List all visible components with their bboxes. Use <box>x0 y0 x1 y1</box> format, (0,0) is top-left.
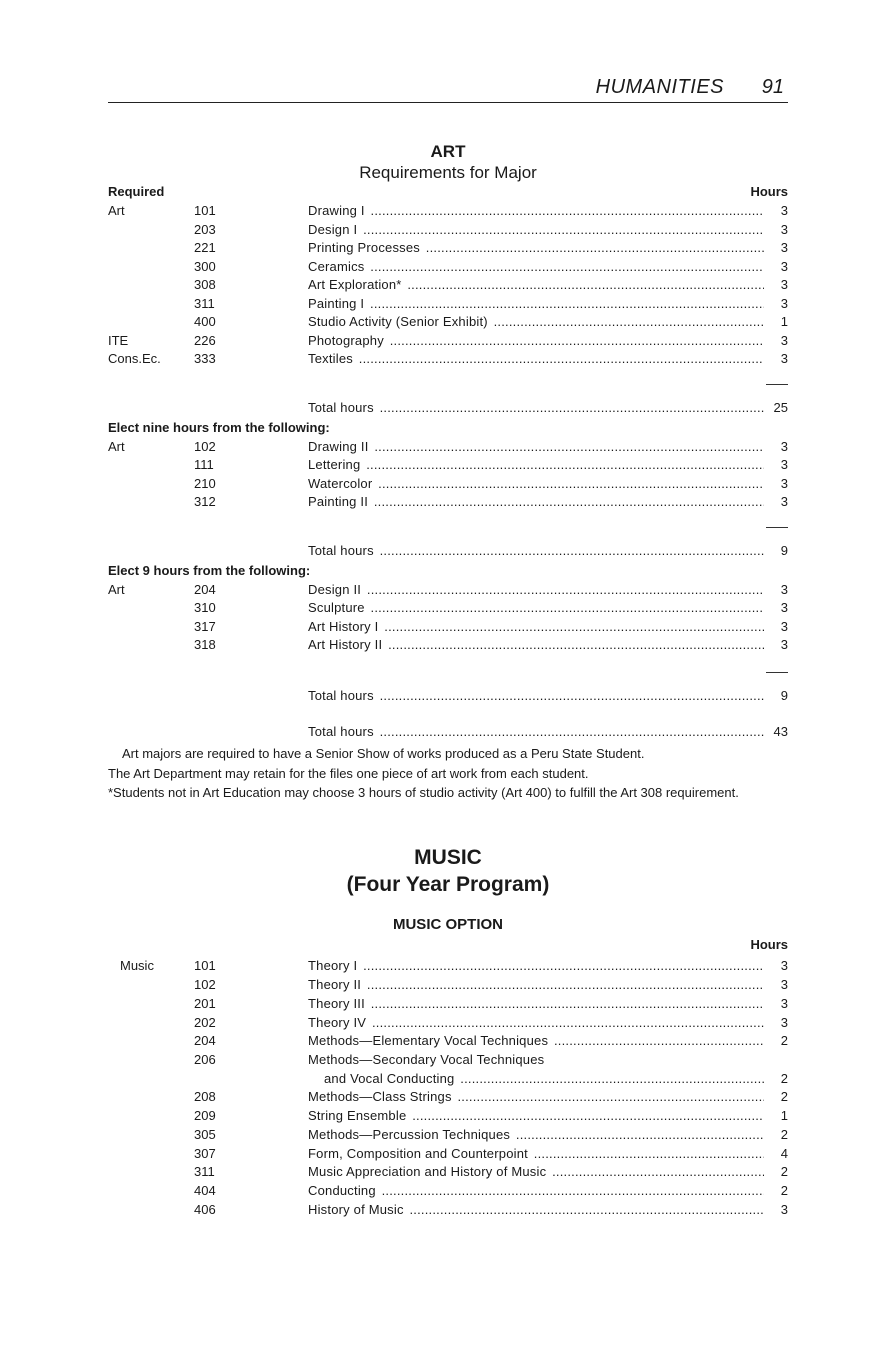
music-hours-label: Hours <box>750 937 788 952</box>
table-row: Music 101 Theory I ..... 3 <box>108 958 788 976</box>
section-title: HUMANITIES <box>595 76 724 98</box>
total-rule <box>766 384 788 385</box>
table-row: 300 Ceramics ..... 3 <box>108 259 788 277</box>
table-row: Art 101 Drawing I ..... 3 <box>108 203 788 221</box>
art-title: ART <box>430 142 466 161</box>
table-row-continuation: and Vocal Conducting ..... 2 <box>108 1071 788 1089</box>
table-row: 406 History of Music ..... 3 <box>108 1202 788 1220</box>
music-subtitle: (Four Year Program) <box>346 873 550 896</box>
hours-label: Hours <box>750 184 788 199</box>
table-row: 311 Music Appreciation and History of Music ..... 2 <box>108 1164 788 1182</box>
table-row: 206 Methods—Secondary Vocal Techniques <box>194 1052 545 1067</box>
table-row: Art 102 Drawing II ..... 3 <box>108 439 788 457</box>
page-number: 91 <box>761 76 784 98</box>
table-row: 308 Art Exploration* ..... 3 <box>108 277 788 295</box>
table-row: 111 Lettering ..... 3 <box>108 457 788 475</box>
table-row: Art 204 Design II ..... 3 <box>108 582 788 600</box>
table-row: 311 Painting I ..... 3 <box>108 296 788 314</box>
table-row: 310 Sculpture ..... 3 <box>108 600 788 618</box>
table-row: 318 Art History II ..... 3 <box>108 637 788 655</box>
table-row: 307 Form, Composition and Counterpoint ..... 4 <box>108 1146 788 1164</box>
table-row: 208 Methods—Class Strings ..... 2 <box>108 1089 788 1107</box>
page-header <box>108 72 788 103</box>
table-row: Cons.Ec. 333 Textiles ..... 3 <box>108 351 788 369</box>
note-studio-activity: *Students not in Art Education may choose 3 hours of studio activity (Art 400) to fulfill the Art 308 requirement. <box>108 785 739 800</box>
grand-total-row: Total hours ..... 43 <box>108 724 788 742</box>
table-row: 221 Printing Processes ..... 3 <box>108 240 788 258</box>
total-rule <box>766 672 788 673</box>
table-row: 203 Design I ..... 3 <box>108 222 788 240</box>
total-row: Total hours ..... 9 <box>108 688 788 706</box>
note-senior-show: Art majors are required to have a Senior Show of works produced as a Peru State Student. <box>122 746 645 761</box>
music-title: MUSIC <box>414 846 482 869</box>
total-row: Total hours ..... 9 <box>108 543 788 561</box>
table-row: 102 Theory II ..... 3 <box>108 977 788 995</box>
table-row: 312 Painting II ..... 3 <box>108 494 788 512</box>
required-label: Required <box>108 184 165 199</box>
table-row: 404 Conducting ..... 2 <box>108 1183 788 1201</box>
music-option-title: MUSIC OPTION <box>392 916 503 933</box>
note-art-files: The Art Department may retain for the files one piece of art work from each student. <box>108 766 589 781</box>
table-row: 305 Methods—Percussion Techniques ..... 2 <box>108 1127 788 1145</box>
table-row: 201 Theory III ..... 3 <box>108 996 788 1014</box>
table-row: 204 Methods—Elementary Vocal Techniques ..... 2 <box>108 1033 788 1051</box>
total-row: Total hours ..... 25 <box>108 400 788 418</box>
table-row: 209 String Ensemble ..... 1 <box>108 1108 788 1126</box>
table-row: 210 Watercolor ..... 3 <box>108 476 788 494</box>
table-row: 202 Theory IV ..... 3 <box>108 1015 788 1033</box>
elect-nine-label: Elect nine hours from the following: <box>108 420 330 435</box>
total-rule <box>766 527 788 528</box>
table-row: 400 Studio Activity (Senior Exhibit) ..... 1 <box>108 314 788 332</box>
table-row: 317 Art History I ..... 3 <box>108 619 788 637</box>
table-row: ITE 226 Photography ..... 3 <box>108 333 788 351</box>
elect-nine-hours-label: Elect 9 hours from the following: <box>108 563 311 578</box>
art-subtitle: Requirements for Major <box>359 163 537 182</box>
